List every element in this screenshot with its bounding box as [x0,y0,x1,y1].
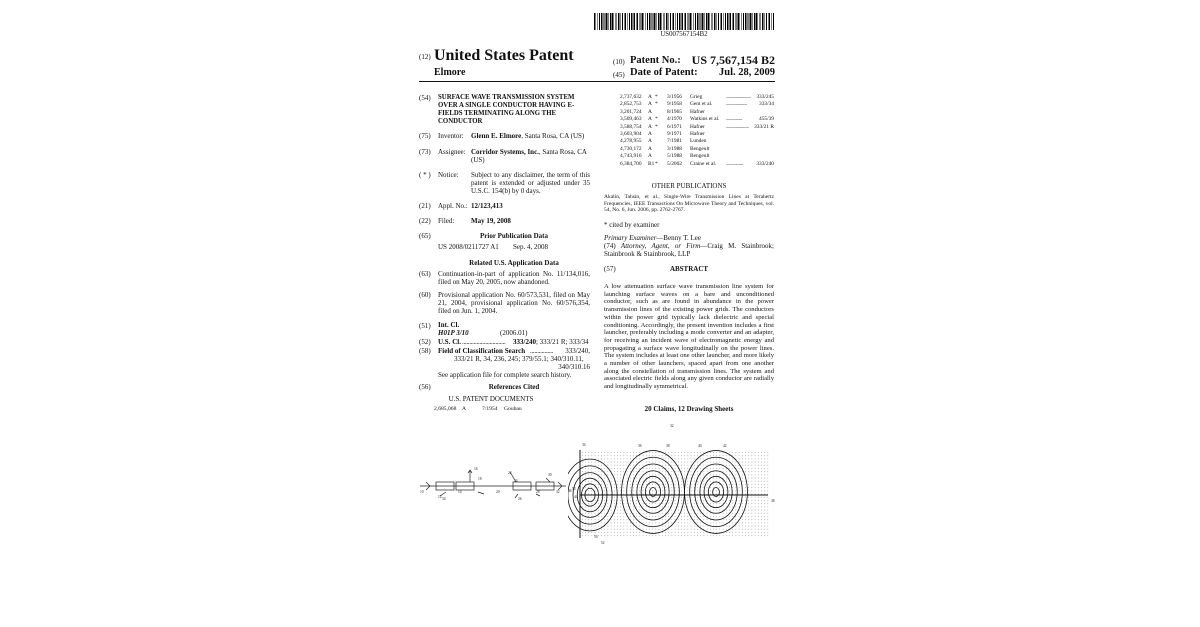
field-loop [690,457,743,526]
barcode-bar [695,13,696,30]
code-65: (65) [419,232,431,240]
figure-reference-numeral: 46 [568,489,572,493]
barcode-bar [629,13,630,30]
barcode-bar [760,13,761,30]
ref-star: * [655,101,658,108]
figure-reference-numeral: 54 [572,487,576,491]
appl-label: Appl. No.: [438,202,468,210]
barcode-bar [718,13,719,30]
field-loop [700,471,732,514]
other-pub-text: Akalin, Tahsin, et al., Single-Wire Transmission Lines at Terahertz Frequencies, IEEE Transactions On Microwave Theory and Techniques, vol. 54, No. 6, Jun. 2006, pp. 2762-2767. [604,194,774,214]
ref-name: Gent et al. [690,101,713,108]
barcode-bar [724,13,725,30]
field-loop [632,464,675,520]
code-56: (56) [419,383,431,391]
figure-reference-numeral: 52 [601,541,605,545]
barcode-bar [670,13,671,30]
barcode-bar [705,13,706,30]
notice-text: Subject to any disclaimer, the term of this patent is extended or adjusted under 35 U.S.C. 154(b) by 0 days. [471,171,590,196]
appl-number: 12/123,413 [471,202,503,210]
barcode-bar [762,13,764,30]
ref-dots: .................. [726,160,744,167]
filed-date: May 19, 2008 [471,217,511,225]
figure-reference-numeral: 32 [670,424,674,428]
barcode-bar [677,13,678,30]
barcode-bar [597,13,598,30]
figure-reference-numeral: 18 [478,477,482,481]
figure-reference-numeral: 10 [420,490,424,494]
barcode-bar [700,13,701,30]
barcode-bar [631,13,633,30]
ref-name: Hafner [690,131,705,137]
ref-number: 4,278,955 [620,138,642,145]
ref-number: 2,737,632 [620,94,642,100]
barcode-bar [708,13,710,30]
code-45: (45) [613,71,625,79]
barcode-bar [625,13,627,30]
field-loop [708,482,723,502]
ref-dots: ................. [726,116,743,123]
claims-line: 20 Claims, 12 Drawing Sheets [644,405,734,413]
figure-reference-numeral: 36 [638,444,642,448]
barcode-bar [601,13,603,30]
ref-dots: ........................ [726,123,749,130]
barcode-bar [637,13,639,30]
ref-kind: A [648,123,652,130]
assignee-field [471,148,591,164]
us-cl-label: U.S. Cl. [438,338,461,346]
inventor-field [471,132,591,140]
ref-kind: A [648,153,652,160]
barcode-bar [750,13,752,30]
code-51: (51) [419,322,431,330]
ref-date: 5/1988 [667,153,682,160]
figure-reference-numeral: 48 [771,499,775,503]
ref-name: Hafner [690,123,705,130]
barcode-number: US007567154B2 [660,31,708,38]
code-54: (54) [419,94,431,102]
barcode-bar [669,13,670,30]
ref-class: 333/34 [759,101,774,108]
abstract-heading: ABSTRACT [669,265,709,273]
ref-number: 4,743,916 [620,153,642,160]
barcode-bar [690,13,692,30]
inventor-name: Glenn E. Elmore [471,132,522,140]
code-73: (73) [419,148,431,156]
ref-date: 7/1981 [667,138,682,145]
barcode-bar [628,13,629,30]
provisional-text: Provisional application No. 60/573,531, filed on May 21, 2004, provisional application No. 60/576,354, filed on Jun. 1, 2004. [438,291,590,316]
ref-kind: A [648,138,652,145]
code-75: (75) [419,132,431,140]
ref-date: 7/1954 [482,406,498,412]
figure-reference-numeral: 14 [458,490,462,494]
barcode-bar [653,13,654,30]
figure-reference-numeral: 28 [536,490,540,494]
code-21: (21) [419,202,431,210]
barcode-bar [666,13,668,30]
ref-number: 2,685,068 [434,406,457,412]
figure-reference-numeral: 26 [518,497,522,501]
int-cl-year: (2006.01) [500,329,528,337]
ref-number: 3,509,463 [620,116,642,123]
ref-dots: .......................... [726,94,751,100]
barcode-bar [641,13,642,30]
barcode-bar [685,13,687,30]
figure-reference-numeral: 20 [496,490,500,494]
figure-reference-numeral: 44 [574,495,578,499]
field-search-dots: ................ [530,347,554,355]
barcode-bars [594,13,774,30]
ref-date: 3/1988 [667,145,682,152]
barcode-bar [652,13,653,30]
prior-pub-number: US 2008/0211727 A1 [438,243,499,251]
barcode-bar [710,13,711,30]
ref-kind: A [648,131,652,137]
ref-name: Grieg [690,94,703,100]
barcode-bar [673,13,675,30]
ref-class: 333/21 R [754,123,774,130]
examiner-line [604,234,774,242]
barcode-bar [662,13,663,30]
ref-class: 333/240 [756,160,774,167]
barcode-bar [765,13,766,30]
figure-reference-numeral: 50 [594,535,598,539]
filed-label: Filed: [438,217,455,225]
figure-reference-numeral: 24 [514,479,518,483]
attorney-line [604,242,774,258]
barcode-bar [701,13,702,30]
barcode-bar [614,13,615,30]
prior-pub-heading: Prior Publication Data [480,232,548,240]
barcode-bar [599,13,600,30]
field-loop [695,464,738,520]
field-loop [637,471,669,514]
field-loop [627,457,680,526]
date-label: Date of Patent: [630,67,698,78]
ref-date: 4/1970 [667,116,682,123]
assignee-label: Assignee: [438,148,466,156]
barcode-bar [772,13,773,30]
barcode-bar [753,13,754,30]
barcode-bar [658,13,659,30]
field-loop [622,451,685,534]
us-cl-field [513,338,589,346]
figure-reference-numeral: 22 [508,471,512,475]
ref-star: * [655,123,658,130]
barcode-bar [609,13,610,30]
inventor-surname: Elmore [434,67,466,78]
barcode-bar [733,13,735,30]
ref-kind: A [648,116,652,123]
barcode-bar [749,13,750,30]
patent-no-label: Patent No.: [630,55,681,66]
code-notice: ( * ) [419,171,431,179]
ref-number: 2,852,753 [620,101,642,108]
barcode-bar [660,13,662,30]
figure-2-drawing [568,420,780,545]
figure-reference-numeral: 16 [474,467,478,471]
barcode-bar [741,13,742,30]
figure-reference-numeral: 38 [666,444,670,448]
field-search-line2: 333/21 R, 34, 236, 245; 379/55.1; 340/310.11, [454,355,584,363]
barcode-bar [654,13,656,30]
related-heading: Related U.S. Application Data [469,259,559,267]
barcode-bar [605,13,606,30]
code-57: (57) [604,265,616,273]
barcode-bar [622,13,623,30]
barcode-bar [717,13,718,30]
attorney-name: —Craig M. Stainbrook; Stainbrook & Stainbrook, LLP [604,242,774,259]
barcode-bar [721,13,723,30]
ref-name: Hafner [690,108,705,115]
assignee-location: , Santa Rosa, CA (US) [471,148,587,165]
figure-reference-numeral: 34 [442,497,446,501]
barcode-bar [748,13,749,30]
barcode-bar [725,13,726,30]
field-loop [641,476,665,507]
ref-kind: A [648,94,652,100]
figure-reference-numeral: 30 [548,473,552,477]
barcode-bar [714,13,716,30]
barcode-bar [664,13,665,30]
ref-date: 8/1965 [667,108,682,115]
ref-name: Bengeult [690,145,710,152]
ref-name: Watkins et al. [690,116,720,123]
barcode-bar [754,13,755,30]
field-loop [685,451,748,534]
ref-class: 455/39 [759,116,774,123]
barcode-bar [727,13,729,30]
barcode-bar [737,13,738,30]
barcode-bar [682,13,683,30]
header-rule [419,81,775,82]
patent-number: US 7,567,154 B2 [691,53,775,67]
other-pub-heading: OTHER PUBLICATIONS [651,182,727,190]
code-52: (52) [419,338,431,346]
code-60: (60) [419,291,431,299]
figure-reference-numeral: 42 [723,444,727,448]
ref-date: 9/1971 [667,131,682,137]
ref-name: Lunden [690,138,707,145]
field-search-line1: 333/240, [565,347,590,355]
ref-star: * [655,94,658,100]
code-12: (12) [419,53,431,61]
examiner-name: —Benny T. Lee [656,234,701,242]
int-cl-label: Int. Cl. [438,321,460,329]
ref-name: Craine et al. [690,160,717,167]
assignee-name: Corridor Systems, Inc. [471,148,539,156]
patent-date: Jul. 28, 2009 [718,67,775,78]
barcode-bar [618,13,620,30]
barcode-bar [743,13,744,30]
barcode-bar [758,13,759,30]
barcode-bar [773,13,774,30]
inventor-location: , Santa Rosa, CA (US) [521,132,585,140]
barcode-bar [693,13,694,30]
barcode-bar [647,13,648,30]
us-patent-docs-heading: U.S. PATENT DOCUMENTS [448,395,534,403]
barcode-bar [730,13,731,30]
references-heading: References Cited [488,383,540,391]
ref-kind: B1 [648,160,655,167]
ref-star: * [655,116,658,123]
barcode-bar [706,13,707,30]
ref-kind: A [462,406,467,412]
barcode-bar [679,13,681,30]
attorney-code: (74) [604,242,616,250]
code-63: (63) [419,270,431,278]
barcode-bar [634,13,635,30]
code-22: (22) [419,217,431,225]
ref-number: 3,201,724 [620,108,642,115]
barcode-bar [657,13,658,30]
attorney-label: Attorney, Agent, or Firm [620,242,701,250]
field-search-line3: 340/310.16 [558,363,590,371]
invention-title: SURFACE WAVE TRANSMISSION SYSTEM OVER A SINGLE CONDUCTOR HAVING E-FIELDS TERMINATING ALONG THE CONDUCTOR [438,94,575,125]
barcode-bar [594,13,596,30]
ref-number: 4,730,172 [620,145,642,152]
barcode-bar [616,13,617,30]
barcode-bar [606,13,608,30]
barcode-bar [640,13,641,30]
barcode-bar [633,13,634,30]
barcode-bar [604,13,605,30]
barcode-bar [645,13,646,30]
barcode-bar [649,13,651,30]
ref-date: 9/1958 [667,101,682,108]
barcode-bar [681,13,682,30]
ref-class: 333/245 [756,94,774,100]
barcode-bar [766,13,767,30]
ref-date: 3/1956 [667,94,682,100]
barcode-bar [621,13,622,30]
figure-reference-numeral: 34 [582,443,586,447]
field-search-line4: See application file for complete search history. [438,371,572,379]
barcode-bar [745,13,747,30]
ref-kind: A [648,145,652,152]
barcode-bar [756,13,758,30]
barcode-bar [688,13,689,30]
figure-reference-numeral: 12 [438,495,442,499]
ref-name: Bengeult [690,153,710,160]
code-58: (58) [419,347,431,355]
barcode-bar [689,13,690,30]
continuation-text: Continuation-in-part of application No. 11/134,016, filed on May 20, 2005, now abandoned. [438,270,590,287]
barcode-bar [642,13,644,30]
prior-pub-date: Sep. 4, 2008 [513,243,548,251]
barcode-bar [738,13,740,30]
us-cl-dots: .............................. [462,338,506,346]
barcode-bar [702,13,704,30]
examiner-label: Primary Examiner [604,234,657,242]
field-search-label: Field of Classification Search [438,347,526,355]
ref-dots: ...................... [726,101,747,108]
barcode-bar [676,13,677,30]
code-10: (10) [613,58,625,66]
us-cl-rest: ; 333/21 R; 333/34 [535,338,589,346]
figure-reference-numeral: 32 [556,490,560,494]
int-cl-class: H01P 3/10 [438,329,469,337]
ref-kind: A [648,108,652,115]
ref-number: 3,588,754 [620,123,642,130]
ref-kind: A [648,101,652,108]
figure-1-drawing [418,460,568,510]
ref-number: 3,603,904 [620,131,642,137]
ref-date: 6/1971 [667,123,682,130]
inventor-label: Inventor: [438,132,464,140]
field-loop [704,476,728,507]
barcode-bar [736,13,737,30]
abstract-text: A low attenuation surface wave transmission line system for launching surface waves on a bare and unconditioned conductor, such as are found in abundance in the power transmission lines of the existing power grids. The conductors within the power grid typically lack dielectric and special conditioning. Accordingly, the present invention includes a first launcher, preferably including a mode converter and an adapter, for receiving an incident wave of electromagnetic energy and propagating a surface wave longitudinally on the power lines. The system includes at least one other launcher, and more likely a number of other launchers, spaced apart from one another along the constellation of transmission lines. The system and associated electric fields along any given conductor are radially and longitudinally symmetrical. [604,283,774,391]
us-cl-primary: 333/240 [513,338,536,346]
barcode-bar [769,13,771,30]
field-loop [645,482,660,502]
cited-by-examiner: * cited by examiner [604,221,660,229]
figure-reference-numeral: 40 [698,444,702,448]
barcode-bar [729,13,730,30]
barcode-bar [612,13,614,30]
ref-date: 5/2002 [667,160,682,167]
barcode-bar [697,13,699,30]
barcode-bar [610,13,611,30]
notice-label: Notice: [438,171,459,179]
barcode-bar [712,13,713,30]
patent-title: United States Patent [434,47,574,64]
ref-number: 6,384,700 [620,160,642,167]
ref-star: * [655,160,658,167]
ref-name: Goubau [504,406,522,412]
